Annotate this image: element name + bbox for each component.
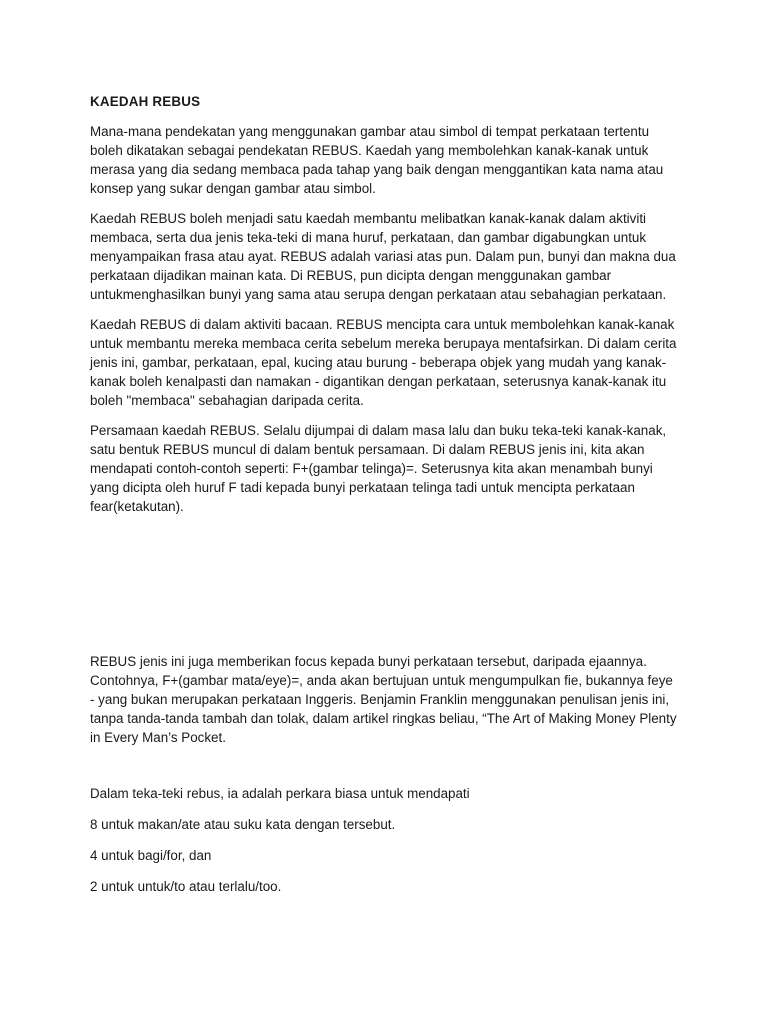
list-line-8: 8 untuk makan/ate atau suku kata dengan tersebut.	[90, 817, 396, 832]
paragraph-reading-method: Kaedah REBUS di dalam aktiviti bacaan. REBUS mencipta cara untuk membolehkan kanak-kanak untuk membantu mereka membaca cerita sebelum mereka berupaya mentafsirkan. Di dalam cerita jenis ini, gambar, perkataan, epal, kucing atau burung - beberapa objek yang mudah yang kanak-kanak boleh kenalpasti dan namakan - digantikan dengan perkataan, seterusnya kanak-kanak itu boleh "membaca" sebahagian daripada cerita.	[90, 317, 677, 408]
document-title: KAEDAH REBUS	[90, 94, 201, 109]
blank-space	[90, 527, 680, 652]
list-intro: Dalam teka-teki rebus, ia adalah perkara biasa untuk mendapati	[90, 786, 470, 801]
list-line-4: 4 untuk bagi/for, dan	[90, 848, 212, 863]
paragraph-sound-focus: REBUS jenis ini juga memberikan focus kepada bunyi perkataan tersebut, daripada ejaannya. Contohnya, F+(gambar mata/eye)=, anda akan bertujuan untuk mengumpulkan fie, bukannya feye - yang bukan merupakan perkataan Inggeris. Benjamin Franklin menggunakan penulisan jenis ini, tanpa tanda-tanda tambah dan tolak, dalam artikel ringkas beliau, “The Art of Making Money Plenty in Every Man’s Pocket.	[90, 654, 677, 745]
list-line-2: 2 untuk untuk/to atau terlalu/too.	[90, 879, 282, 894]
document-page	[90, 92, 680, 908]
paragraph-intro: Mana-mana pendekatan yang menggunakan gambar atau simbol di tempat perkataan tertentu boleh dikatakan sebagai pendekatan REBUS. Kaedah yang membolehkan kanak-kanak untuk merasa yang dia sedang membaca pada tahap yang baik dengan menggantikan kata nama atau konsep yang sukar dengan gambar atau simbol.	[90, 124, 664, 196]
paragraph-equation: Persamaan kaedah REBUS. Selalu dijumpai di dalam masa lalu dan buku teka-teki kanak-kanak, satu bentuk REBUS muncul di dalam bentuk persamaan. Di dalam REBUS jenis ini, kita akan mendapati contoh-contoh seperti: F+(gambar telinga)=. Seterusnya kita akan menambah bunyi yang dicipta oleh huruf F tadi kepada bunyi perkataan telinga tadi untuk mencipta perkataan fear(ketakutan).	[90, 423, 667, 514]
paragraph-reading-activity: Kaedah REBUS boleh menjadi satu kaedah membantu melibatkan kanak-kanak dalam aktiviti membaca, serta dua jenis teka-teki di mana huruf, perkataan, dan gambar digabungkan untuk menyampaikan frasa atau ayat. REBUS adalah variasi atas pun. Dalam pun, bunyi dan makna dua perkataan dijadikan mainan kata. Di REBUS, pun dicipta dengan menggunakan gambar untukmenghasilkan bunyi yang sama atau serupa dengan perkataan atau sebahagian perkataan.	[90, 211, 676, 302]
blank-space-small	[90, 758, 680, 784]
